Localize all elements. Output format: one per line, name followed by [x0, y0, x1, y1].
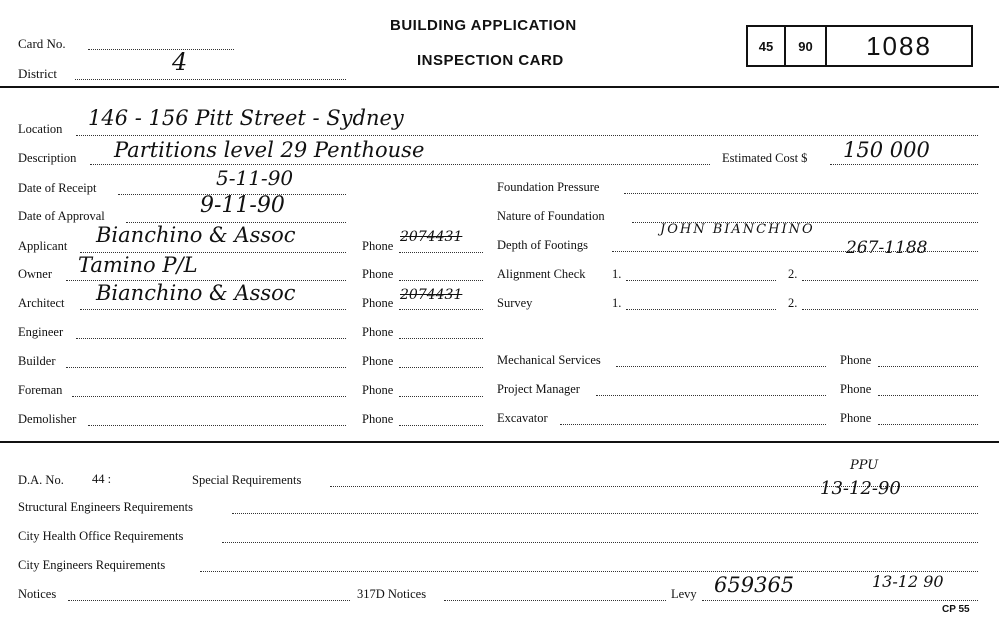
notices-label: Notices	[18, 587, 57, 601]
project-manager-label: Project Manager	[497, 382, 580, 396]
description-value: Partitions level 29 Penthouse	[114, 138, 425, 162]
notices-317d-label: 317D Notices	[357, 587, 427, 601]
project-manager-phone-line	[878, 395, 978, 396]
excavator-line	[560, 424, 826, 425]
notices-317d-line	[444, 600, 666, 601]
city-health-line	[222, 542, 978, 543]
levy-date: 13-12 90	[872, 572, 944, 591]
location-value: 146 - 156 Pitt Street - Sydney	[88, 106, 404, 130]
box-b-text: 90	[798, 38, 813, 54]
estimated-cost-line	[830, 164, 978, 165]
survey-num2: 2.	[788, 296, 798, 310]
survey-line1	[626, 309, 776, 310]
date-of-receipt-value: 5-11-90	[216, 166, 294, 190]
project-manager-line	[596, 395, 826, 396]
builder-label: Builder	[18, 354, 56, 368]
district-value: 4	[172, 48, 188, 76]
estimated-cost-label: Estimated Cost $	[722, 151, 808, 165]
foreman-phone-line	[399, 396, 483, 397]
notices-line	[68, 600, 350, 601]
builder-phone-label: Phone	[362, 354, 394, 368]
levy-line	[702, 600, 978, 601]
ppu-value: PPU	[850, 458, 879, 473]
levy-value: 659365	[714, 573, 795, 597]
architect-phone-label: Phone	[362, 296, 394, 310]
date-of-approval-value: 9-11-90	[200, 193, 285, 218]
date-of-receipt-label: Date of Receipt	[18, 181, 97, 195]
applicant-phone-label: Phone	[362, 239, 394, 253]
demolisher-line	[88, 425, 346, 426]
location-label: Location	[18, 122, 63, 136]
architect-phone-value: 2074431	[400, 287, 463, 303]
demolisher-phone-label: Phone	[362, 412, 394, 426]
da-no-label: D.A. No.	[18, 473, 64, 487]
description-label: Description	[18, 151, 77, 165]
card-number-box-c	[825, 25, 973, 67]
excavator-label: Excavator	[497, 411, 548, 425]
survey-line2	[802, 309, 978, 310]
alignment-check-line1	[626, 280, 776, 281]
district-label: District	[18, 66, 57, 81]
builder-phone-line	[399, 367, 483, 368]
survey-num1: 1.	[612, 296, 622, 310]
mechanical-services-line	[616, 366, 826, 367]
engineer-phone-line	[399, 338, 483, 339]
description-line	[90, 164, 710, 165]
city-engineers-line	[200, 571, 978, 572]
foundation-pressure-line	[624, 193, 978, 194]
excavator-phone-label: Phone	[840, 411, 872, 425]
foundation-pressure-label: Foundation Pressure	[497, 180, 600, 194]
card-number-box-b	[784, 25, 827, 67]
box-a-text: 45	[758, 38, 774, 54]
architect-phone-line	[399, 309, 483, 310]
ppu-date: 13-12-90	[820, 478, 901, 499]
project-manager-phone-label: Phone	[840, 382, 872, 396]
estimated-cost-value: 150 000	[843, 138, 930, 162]
survey-label: Survey	[497, 296, 533, 310]
header-rule	[0, 86, 999, 88]
structural-engineers-label: Structural Engineers Requirements	[18, 500, 193, 514]
mechanical-phone-label: Phone	[840, 353, 872, 367]
city-health-label: City Health Office Requirements	[18, 529, 184, 543]
applicant-phone-line	[399, 252, 483, 253]
architect-label: Architect	[18, 296, 65, 310]
form-code: CP 55	[942, 604, 970, 615]
box-c-text: 1088	[866, 30, 932, 61]
structural-engineers-line	[232, 513, 978, 514]
demolisher-phone-line	[399, 425, 483, 426]
alignment-check-label: Alignment Check	[497, 267, 586, 281]
date-of-approval-label: Date of Approval	[18, 209, 105, 223]
levy-label: Levy	[671, 587, 697, 601]
form-title-line2: INSPECTION CARD	[417, 52, 564, 69]
owner-value: Tamino P/L	[78, 253, 198, 277]
da-no-value: 44 :	[92, 472, 112, 486]
card-no-line	[88, 49, 234, 50]
form-title-line1: BUILDING APPLICATION	[390, 17, 577, 34]
city-engineers-label: City Engineers Requirements	[18, 558, 166, 572]
engineer-label: Engineer	[18, 325, 64, 339]
alignment-check-num2: 2.	[788, 267, 798, 281]
engineer-line	[76, 338, 346, 339]
nature-of-foundation-label: Nature of Foundation	[497, 209, 605, 223]
foreman-line	[72, 396, 346, 397]
foreman-label: Foreman	[18, 383, 63, 397]
location-line	[76, 135, 978, 136]
owner-phone-line	[399, 280, 483, 281]
builder-line	[66, 367, 346, 368]
alignment-check-line2	[802, 280, 978, 281]
architect-line	[80, 309, 346, 310]
foreman-phone-label: Phone	[362, 383, 394, 397]
demolisher-label: Demolisher	[18, 412, 77, 426]
excavator-phone-line	[878, 424, 978, 425]
card-number-box-a	[746, 25, 786, 67]
district-line	[75, 79, 346, 80]
engineer-phone-label: Phone	[362, 325, 394, 339]
applicant-label: Applicant	[18, 239, 68, 253]
special-requirements-label: Special Requirements	[192, 473, 302, 487]
applicant-value: Bianchino & Assoc	[96, 223, 296, 247]
alignment-check-num1: 1.	[612, 267, 622, 281]
note-name: JOHN BIANCHINO	[660, 222, 815, 237]
card-no-label: Card No.	[18, 36, 66, 51]
applicant-phone-value: 2074431	[400, 229, 463, 245]
depth-of-footings-label: Depth of Footings	[497, 238, 588, 252]
mechanical-phone-line	[878, 366, 978, 367]
mechanical-services-label: Mechanical Services	[497, 353, 601, 367]
note-phone: 267-1188	[846, 238, 928, 258]
owner-phone-label: Phone	[362, 267, 394, 281]
architect-value: Bianchino & Assoc	[96, 281, 296, 305]
owner-label: Owner	[18, 267, 53, 281]
middle-rule	[0, 441, 999, 443]
